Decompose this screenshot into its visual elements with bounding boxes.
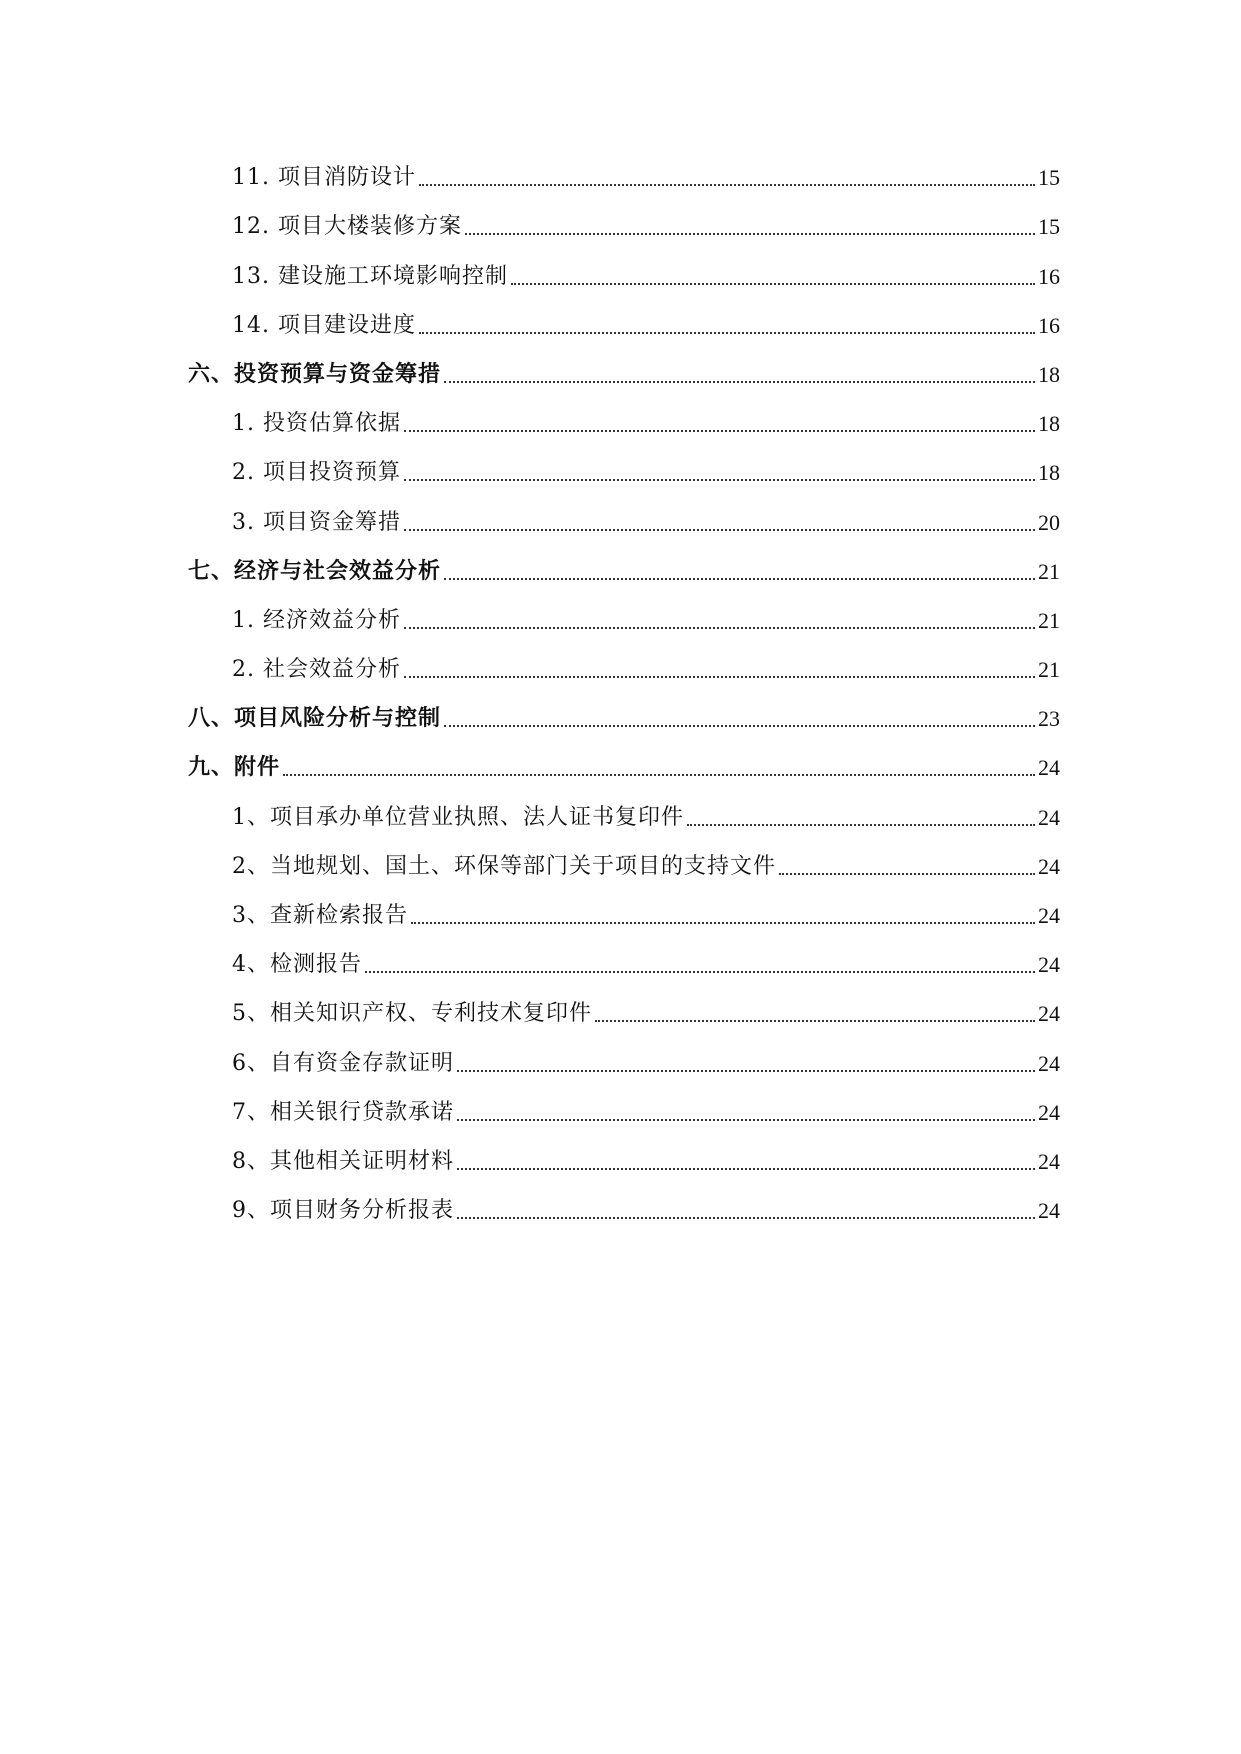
toc-entry-title: 3. 项目资金筹措 bbox=[232, 509, 401, 535]
toc-entry-page: 24 bbox=[1038, 853, 1060, 879]
toc-entry-page: 15 bbox=[1038, 165, 1060, 191]
dot-leader bbox=[465, 233, 1035, 235]
toc-entry[interactable] bbox=[188, 1088, 1060, 1137]
toc-entry[interactable] bbox=[188, 596, 1060, 645]
dot-leader bbox=[419, 184, 1035, 186]
toc-entry-page: 21 bbox=[1038, 558, 1060, 584]
toc-entry[interactable] bbox=[188, 1137, 1060, 1186]
toc-entry-page: 18 bbox=[1038, 361, 1060, 387]
toc-section-title: 八、项目风险分析与控制 bbox=[188, 706, 442, 732]
dot-leader bbox=[404, 627, 1035, 629]
toc-entry-page: 24 bbox=[1038, 1198, 1060, 1224]
toc-entry-title: 7、相关银行贷款承诺 bbox=[232, 1099, 454, 1125]
toc-entry[interactable] bbox=[188, 497, 1060, 546]
dot-leader bbox=[444, 381, 1035, 383]
dot-leader bbox=[365, 971, 1035, 973]
toc-entry-page: 24 bbox=[1038, 755, 1060, 781]
toc-entry-title: 9、项目财务分析报表 bbox=[232, 1198, 454, 1224]
toc-entry-title: 2、当地规划、国土、环保等部门关于项目的支持文件 bbox=[232, 853, 776, 879]
toc-entry[interactable] bbox=[188, 1186, 1060, 1235]
toc-entry[interactable] bbox=[188, 940, 1060, 989]
toc-entry-page: 20 bbox=[1038, 509, 1060, 535]
toc-entry-title: 13. 建设施工环境影响控制 bbox=[232, 263, 508, 289]
toc-entry-page: 16 bbox=[1038, 312, 1060, 338]
toc-section-heading[interactable] bbox=[188, 547, 1060, 596]
toc-entry-page: 18 bbox=[1038, 460, 1060, 486]
toc-entry-page: 24 bbox=[1038, 1099, 1060, 1125]
dot-leader bbox=[404, 529, 1035, 531]
dot-leader bbox=[404, 676, 1035, 678]
dot-leader bbox=[444, 725, 1035, 727]
dot-leader bbox=[779, 873, 1035, 875]
toc-entry[interactable] bbox=[188, 301, 1060, 350]
toc-entry-title: 1. 投资估算依据 bbox=[232, 411, 401, 437]
toc-entry[interactable] bbox=[188, 153, 1060, 202]
dot-leader bbox=[411, 922, 1035, 924]
toc-entry-page: 21 bbox=[1038, 657, 1060, 683]
toc-entry-title: 11. 项目消防设计 bbox=[232, 165, 416, 191]
toc-entry[interactable] bbox=[188, 891, 1060, 940]
dot-leader bbox=[511, 283, 1035, 285]
dot-leader bbox=[457, 1070, 1035, 1072]
toc-entry-page: 23 bbox=[1038, 706, 1060, 732]
toc-entry-title: 2. 项目投资预算 bbox=[232, 460, 401, 486]
toc-entry-page: 24 bbox=[1038, 1148, 1060, 1174]
toc-entry-title: 1、项目承办单位营业执照、法人证书复印件 bbox=[232, 804, 684, 830]
toc-entry-title: 12. 项目大楼装修方案 bbox=[232, 214, 462, 240]
toc-section-title: 九、附件 bbox=[188, 755, 281, 781]
toc-entry[interactable] bbox=[188, 645, 1060, 694]
dot-leader bbox=[457, 1168, 1035, 1170]
dot-leader bbox=[404, 479, 1035, 481]
toc-entry-page: 15 bbox=[1038, 214, 1060, 240]
toc-entry-page: 24 bbox=[1038, 804, 1060, 830]
toc-entry-page: 18 bbox=[1038, 411, 1060, 437]
toc-section-heading[interactable] bbox=[188, 694, 1060, 743]
dot-leader bbox=[595, 1020, 1035, 1022]
toc-entry-title: 8、其他相关证明材料 bbox=[232, 1148, 454, 1174]
toc-entry-title: 5、相关知识产权、专利技术复印件 bbox=[232, 1001, 592, 1027]
toc-entry[interactable] bbox=[188, 202, 1060, 251]
dot-leader bbox=[419, 332, 1035, 334]
dot-leader bbox=[283, 774, 1035, 776]
dot-leader bbox=[444, 578, 1035, 580]
dot-leader bbox=[457, 1217, 1035, 1219]
toc-entry-title: 3、查新检索报告 bbox=[232, 903, 408, 928]
toc-section-title: 六、投资预算与资金筹措 bbox=[188, 361, 442, 387]
toc-entry-page: 21 bbox=[1038, 607, 1060, 633]
toc-entry[interactable] bbox=[188, 448, 1060, 497]
dot-leader bbox=[687, 824, 1035, 826]
table-of-contents bbox=[188, 153, 1060, 1235]
toc-entry[interactable] bbox=[188, 1038, 1060, 1087]
toc-section-title: 七、经济与社会效益分析 bbox=[188, 558, 442, 584]
toc-entry-title: 2. 社会效益分析 bbox=[232, 657, 401, 683]
toc-entry-title: 6、自有资金存款证明 bbox=[232, 1050, 454, 1076]
toc-entry[interactable] bbox=[188, 792, 1060, 841]
toc-entry-title: 14. 项目建设进度 bbox=[232, 312, 416, 338]
dot-leader bbox=[404, 430, 1035, 432]
toc-section-heading[interactable] bbox=[188, 350, 1060, 399]
toc-entry[interactable] bbox=[188, 842, 1060, 891]
toc-entry-page: 24 bbox=[1038, 952, 1060, 978]
toc-entry-page: 24 bbox=[1038, 1050, 1060, 1076]
toc-entry[interactable] bbox=[188, 399, 1060, 448]
toc-section-heading[interactable] bbox=[188, 743, 1060, 792]
toc-entry-page: 24 bbox=[1038, 1001, 1060, 1027]
dot-leader bbox=[457, 1119, 1035, 1121]
toc-entry[interactable] bbox=[188, 251, 1060, 300]
toc-entry-title: 1. 经济效益分析 bbox=[232, 607, 401, 633]
toc-entry-page: 24 bbox=[1038, 903, 1060, 928]
toc-entry-title: 4、检测报告 bbox=[232, 952, 362, 978]
toc-entry-page: 16 bbox=[1038, 263, 1060, 289]
toc-entry[interactable] bbox=[188, 989, 1060, 1038]
